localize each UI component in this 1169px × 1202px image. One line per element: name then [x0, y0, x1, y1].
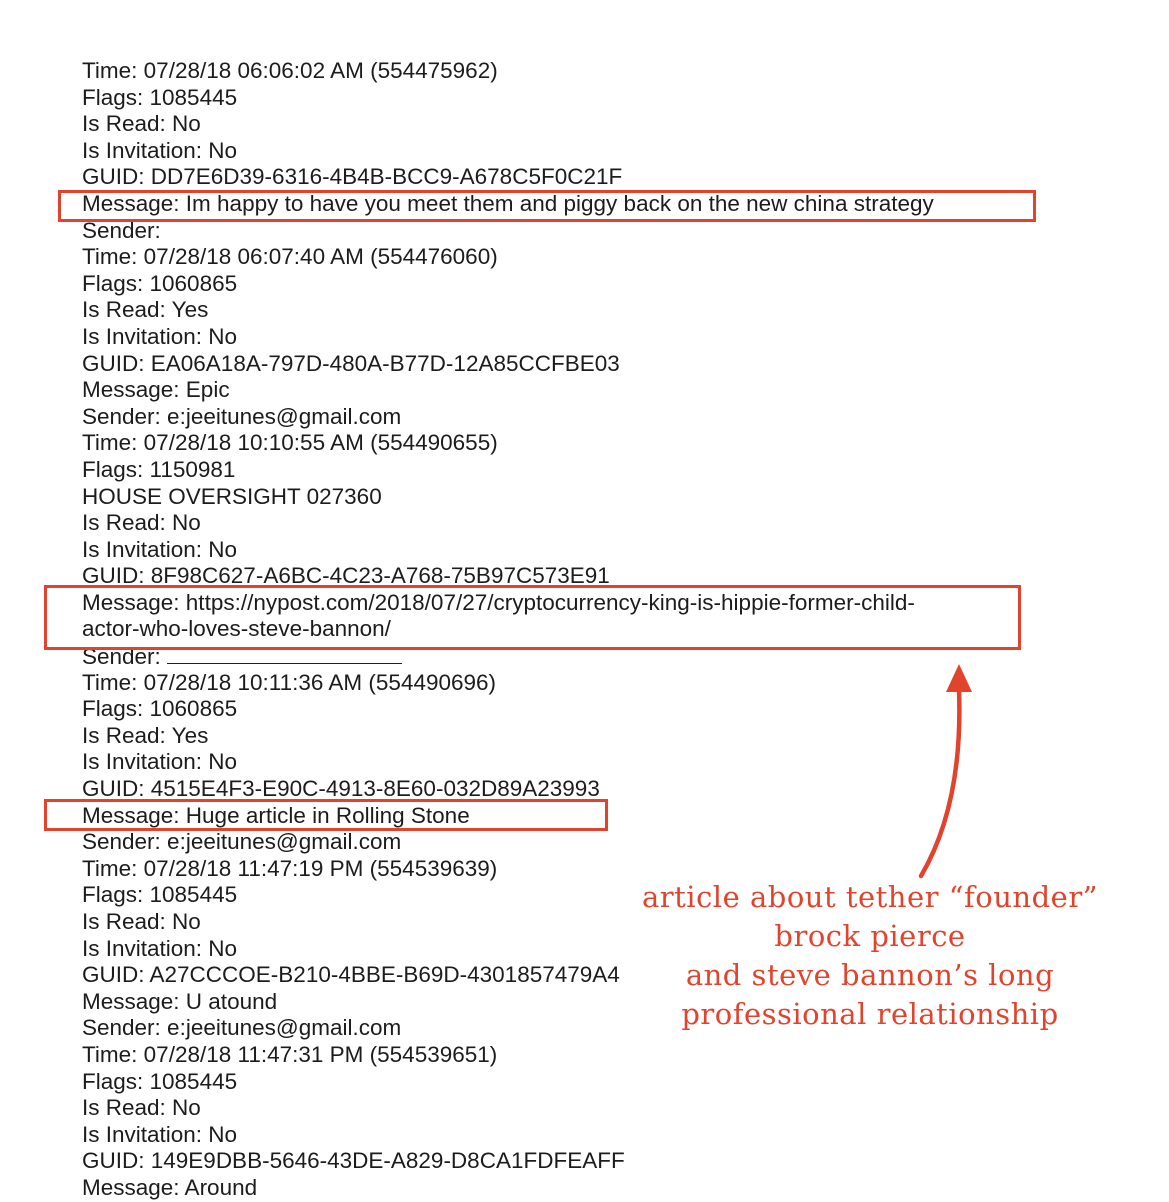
- log-line: Sender: e:jeeitunes@gmail.com: [82, 829, 402, 855]
- log-line: Is Invitation: No: [82, 749, 238, 775]
- annotation-line: article about tether “founder”: [641, 880, 1099, 914]
- highlight-box-nypost-link: [44, 585, 1021, 650]
- highlight-box-rolling-stone: [44, 799, 608, 831]
- log-line-message-cont: actor-who-loves-steve-bannon/: [82, 616, 391, 642]
- log-line: Sender: e:jeeitunes@gmail.com: [82, 403, 402, 429]
- log-line: Flags: 1060865: [82, 696, 238, 722]
- log-line: Is Invitation: No: [82, 1121, 238, 1147]
- log-line-message: Message: Im happy to have you meet them and piggy back on the new china strategy: [82, 190, 934, 216]
- log-line: Is Read: No: [82, 1095, 201, 1121]
- log-line: Flags: 1085445: [82, 84, 238, 110]
- log-line: Is Read: Yes: [82, 722, 209, 748]
- log-line: Message: U atound: [82, 988, 278, 1014]
- page-stamp: HOUSE OVERSIGHT 027360: [82, 483, 382, 509]
- annotation-note: [590, 878, 1150, 1034]
- log-line: Flags: 1085445: [82, 1068, 238, 1094]
- log-line: Time: 07/28/18 10:10:55 AM (554490655): [82, 430, 498, 456]
- log-line: Flags: 1085445: [82, 882, 238, 908]
- log-line: Is Invitation: No: [82, 536, 238, 562]
- log-line: Is Invitation: No: [82, 137, 238, 163]
- log-line: Time: 07/28/18 11:47:19 PM (554539639): [82, 855, 498, 881]
- log-line: Is Read: No: [82, 909, 201, 934]
- annotation-line: and steve bannon’s long: [685, 958, 1055, 992]
- log-line: Message: Epic: [82, 377, 230, 403]
- log-line: GUID: DD7E6D39-6316-4B4B-BCC9-A678C5F0C21F: [82, 164, 623, 190]
- log-line: Time: 07/28/18 11:47:31 PM (554539651): [82, 1041, 498, 1067]
- sender-label: Sender:: [82, 644, 161, 670]
- log-line: Is Read: No: [82, 111, 201, 137]
- log-line: Is Invitation: No: [82, 935, 238, 961]
- log-line: GUID: 4515E4F3-E90C-4913-8E60-032D89A23993: [82, 776, 600, 802]
- log-line: Is Invitation: No: [82, 323, 238, 349]
- log-line: GUID: EA06A18A-797D-480A-B77D-12A85CCFBE03: [82, 350, 620, 376]
- log-line: Is Read: Yes: [82, 297, 209, 323]
- log-line: Is Read: No: [82, 510, 201, 536]
- log-line: Flags: 1150981: [82, 456, 236, 482]
- log-line: Sender:: [82, 217, 161, 243]
- log-line: Time: 07/28/18 10:11:36 AM (554490696): [82, 669, 497, 695]
- log-line: Flags: 1060865: [82, 270, 238, 296]
- annotation-line: brock pierce: [774, 919, 966, 953]
- log-line-message: Message: Huge article in Rolling Stone: [82, 802, 470, 828]
- log-line: Sender: e:jeeitunes@gmail.com: [82, 1015, 402, 1041]
- log-line: GUID: A27CCCOE-B210-4BBE-B69D-4301857479A4: [82, 962, 620, 988]
- log-line: GUID: 149E9DBB-5646-43DE-A829-D8CA1FDFEAFF: [82, 1148, 625, 1174]
- log-line: GUID: 8F98C627-A6BC-4C23-A768-75B97C573E91: [82, 563, 610, 589]
- log-line: Time: 07/28/18 06:06:02 AM (554475962): [82, 58, 498, 83]
- highlight-box-china-strategy: [58, 190, 1036, 222]
- log-line-message: Message: https://nypost.com/2018/07/27/cryptocurrency-king-is-hippie-former-child-: [82, 589, 915, 615]
- log-line: Time: 07/28/18 06:07:40 AM (554476060): [82, 244, 498, 270]
- annotation-line: professional relationship: [681, 997, 1059, 1031]
- log-line: Message: Around: [82, 1174, 258, 1200]
